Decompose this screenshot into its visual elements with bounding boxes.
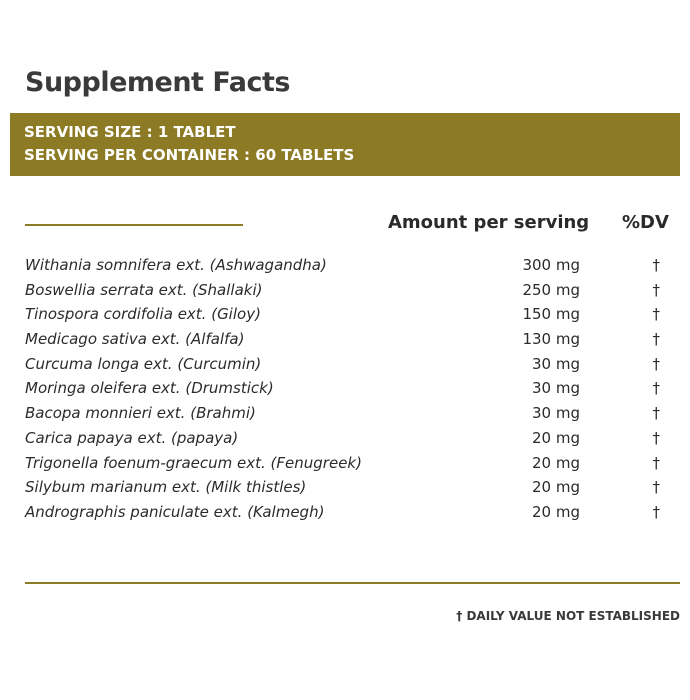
ingredient-amount: 20 mg [532,453,580,472]
header-divider [25,224,243,226]
ingredient-amount: 300 mg [522,256,580,274]
table-row [25,281,670,306]
table-row [25,355,670,380]
ingredient-list [25,256,670,528]
daily-value-footnote: † DAILY VALUE NOT ESTABLISHED [456,609,680,623]
ingredient-name: Trigonella foenum-graecum ext. (Fenugreek) [25,453,362,472]
daily-value-header: %DV [622,212,669,233]
ingredient-dv: † [652,502,660,521]
ingredient-amount: 30 mg [532,379,580,398]
ingredient-amount: 130 mg [522,330,580,349]
ingredient-dv: † [652,379,660,398]
ingredient-name: Silybum marianum ext. (Milk thistles) [25,478,307,497]
table-row [25,454,670,479]
table-row [25,330,670,355]
amount-per-serving-header: Amount per serving [388,212,590,233]
table-row [25,305,670,330]
bottom-divider [25,582,680,584]
ingredient-dv: † [652,404,660,423]
ingredient-name: Boswellia serrata ext. (Shallaki) [25,280,263,299]
ingredient-dv: † [652,330,660,349]
ingredient-amount: 20 mg [532,428,580,447]
ingredient-dv: † [652,453,660,472]
ingredient-name: Medicago sativa ext. (Alfalfa) [25,330,245,349]
ingredient-dv: † [652,478,660,497]
table-row [25,379,670,404]
ingredient-amount: 150 mg [522,305,580,324]
ingredient-dv: † [652,354,660,373]
serving-size: SERVING SIZE : 1 TABLET [24,123,236,141]
ingredient-dv: † [652,280,660,299]
ingredient-dv: † [652,428,660,447]
ingredient-name: Andrographis paniculate ext. (Kalmegh) [25,502,325,521]
table-row [25,478,670,503]
ingredient-amount: 30 mg [532,404,580,423]
page-title: Supplement Facts [25,67,290,98]
table-row [25,429,670,454]
ingredient-name: Withania somnifera ext. (Ashwagandha) [25,256,327,274]
ingredient-name: Moringa oleifera ext. (Drumstick) [25,379,274,398]
ingredient-name: Bacopa monnieri ext. (Brahmi) [25,404,256,423]
table-row [25,256,670,281]
ingredient-dv: † [652,305,660,324]
ingredient-amount: 20 mg [532,502,580,521]
table-row [25,404,670,429]
table-row [25,503,670,528]
ingredient-dv: † [652,256,660,274]
ingredient-name: Carica papaya ext. (papaya) [25,428,239,447]
ingredient-amount: 20 mg [532,478,580,497]
ingredient-name: Curcuma longa ext. (Curcumin) [25,354,262,373]
servings-per-container: SERVING PER CONTAINER : 60 TABLETS [24,146,355,164]
serving-info-band [10,113,680,176]
ingredient-amount: 250 mg [522,280,580,299]
ingredient-name: Tinospora cordifolia ext. (Giloy) [25,305,261,324]
ingredient-amount: 30 mg [532,354,580,373]
